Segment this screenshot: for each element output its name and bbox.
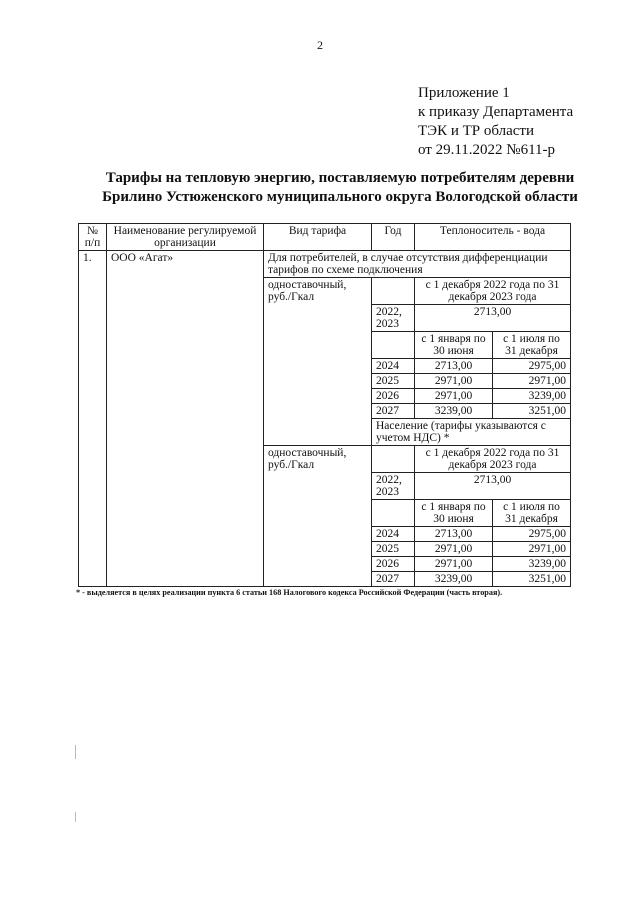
tariff-table <box>78 223 571 587</box>
page-number: 2 <box>317 38 323 52</box>
value-cell: 2971,00 <box>493 542 571 557</box>
header-type: Вид тарифа <box>264 224 372 251</box>
appendix-line-1: Приложение 1 <box>418 85 510 101</box>
appendix-line-2: к приказу Департамента <box>418 104 574 120</box>
year-cell: 2022, 2023 <box>372 305 415 332</box>
header-carrier: Теплоноситель - вода <box>415 224 571 251</box>
year-cell <box>372 446 415 473</box>
year-cell: 2026 <box>372 557 415 572</box>
table-header-row <box>79 224 571 251</box>
year-cell: 2022, 2023 <box>372 473 415 500</box>
header-org: Наименование регулируемой организации <box>107 224 264 251</box>
value-cell: 2713,00 <box>415 359 493 374</box>
value-cell: 2975,00 <box>493 527 571 542</box>
value-cell: 2971,00 <box>415 542 493 557</box>
appendix-block <box>418 84 573 160</box>
section-heading: Население (тарифы указываются с учетом НДС) * <box>372 419 571 446</box>
value-cell: 2971,00 <box>493 374 571 389</box>
appendix-line-3: ТЭК и ТР области <box>418 123 534 139</box>
org-name: ООО «Агат» <box>107 251 264 587</box>
value-cell: 2713,00 <box>415 305 571 332</box>
footnote: * - выделяется в целях реализации пункта 6 статьи 168 Налогового кодекса Российской Федерации (часть вторая). <box>76 588 503 597</box>
scan-artifact <box>75 812 76 822</box>
title-line-2: Брилино Устюженского муниципального округа Вологодской области <box>102 189 578 205</box>
half-year-2: с 1 июля по 31 декабря <box>493 500 571 527</box>
year-cell: 2024 <box>372 359 415 374</box>
value-cell: 2971,00 <box>415 374 493 389</box>
period-full: с 1 декабря 2022 года по 31 декабря 2023 года <box>415 446 571 473</box>
tariff-type: одноставочный, руб./Гкал <box>264 278 372 446</box>
year-cell <box>372 500 415 527</box>
year-cell: 2026 <box>372 389 415 404</box>
document-title <box>70 169 610 207</box>
year-cell: 2027 <box>372 572 415 587</box>
value-cell: 3239,00 <box>493 557 571 572</box>
header-year: Год <box>372 224 415 251</box>
half-year-1: с 1 января по 30 июня <box>415 332 493 359</box>
year-cell: 2024 <box>372 527 415 542</box>
period-full: с 1 декабря 2022 года по 31 декабря 2023 года <box>415 278 571 305</box>
value-cell: 2971,00 <box>415 557 493 572</box>
value-cell: 3251,00 <box>493 572 571 587</box>
year-cell: 2025 <box>372 374 415 389</box>
value-cell: 3239,00 <box>493 389 571 404</box>
year-cell <box>372 332 415 359</box>
value-cell: 3239,00 <box>415 404 493 419</box>
value-cell: 2713,00 <box>415 473 571 500</box>
value-cell: 2975,00 <box>493 359 571 374</box>
section-heading: Для потребителей, в случае отсутствия дифференциации тарифов по схеме подключения <box>264 251 571 278</box>
scan-artifact <box>75 745 76 759</box>
row-number: 1. <box>79 251 107 587</box>
year-cell <box>372 278 415 305</box>
half-year-1: с 1 января по 30 июня <box>415 500 493 527</box>
year-cell: 2027 <box>372 404 415 419</box>
header-num: № п/п <box>79 224 107 251</box>
value-cell: 3239,00 <box>415 572 493 587</box>
value-cell: 2713,00 <box>415 527 493 542</box>
appendix-line-4: от 29.11.2022 №611-р <box>418 142 556 158</box>
tariff-type: одноставочный, руб./Гкал <box>264 446 372 587</box>
table-row <box>79 251 571 278</box>
half-year-2: с 1 июля по 31 декабря <box>493 332 571 359</box>
title-line-1: Тарифы на тепловую энергию, поставляемую потребителям деревни <box>105 170 575 186</box>
value-cell: 2971,00 <box>415 389 493 404</box>
value-cell: 3251,00 <box>493 404 571 419</box>
year-cell: 2025 <box>372 542 415 557</box>
